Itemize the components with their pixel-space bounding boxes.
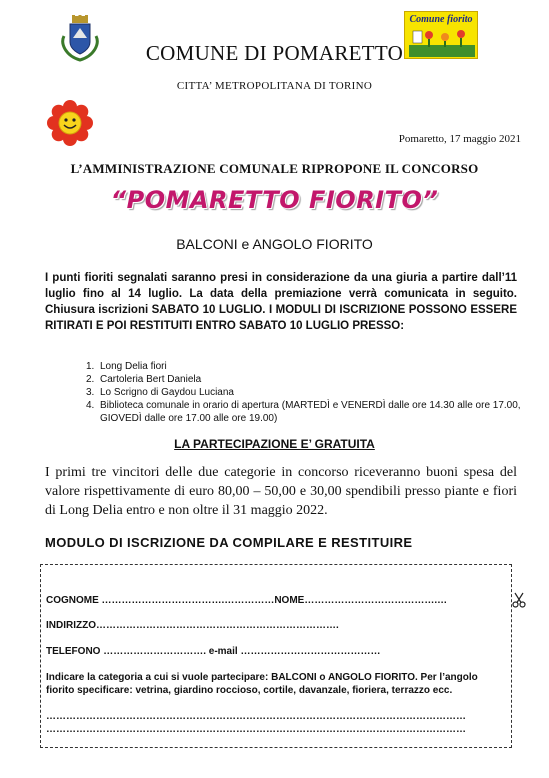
page-subtitle: CITTA’ METROPOLITANA DI TORINO — [176, 80, 373, 92]
surname-name-field[interactable]: COGNOME ……………………………….……………NOME………………………………….… — [46, 595, 448, 606]
contest-title: “POMARETTO FIORITO” — [110, 186, 439, 214]
smiling-flower-icon — [46, 99, 94, 147]
form-heading: MODULO DI ISCRIZIONE DA COMPILARE E RESTITUIRE — [45, 535, 413, 550]
locations-list — [86, 360, 522, 425]
prizes-paragraph: I primi tre vincitori delle due categorie in concorso riceveranno buoni spesa del valore rispettivamente di euro 80,00 – 50,00 e 30,00 spendibili presso piante e fiori di Long Delia entro e non oltre il 31 maggio 2022. — [45, 465, 517, 518]
address-field[interactable]: INDIRIZZO………………………………………………………………. — [46, 620, 339, 631]
list-item: 4. Biblioteca comunale in orario di apertura (MARTEDÌ e VENERDÌ dalle ore 14.30 alle ore 17.00, GIOVEDÌ dalle ore 17.00 alle ore 19.00) — [86, 400, 521, 424]
list-item: 3. Lo Scrigno di Gaydou Luciana — [86, 387, 234, 398]
list-item: 2. Cartoleria Bert Daniela — [86, 374, 202, 385]
announcement-heading: L’AMMINISTRAZIONE COMUNALE RIPROPONE IL CONCORSO — [70, 161, 479, 176]
dotted-line: ……………………………………………………………………………………………………………… — [46, 724, 466, 735]
scissors-icon — [512, 592, 526, 608]
date-line: Pomaretto, 17 maggio 2021 — [398, 133, 521, 145]
municipality-title: COMUNE DI POMARETTO — [145, 41, 404, 65]
free-participation-heading: LA PARTECIPAZIONE E’ GRATUITA — [174, 437, 375, 451]
categories-line: BALCONI e ANGOLO FIORITO — [176, 236, 373, 252]
dotted-line: ……………………………………………………………………………………………………………… — [46, 711, 466, 722]
phone-email-field[interactable]: TELEFONO …………………………. e-mail …………………………………… — [46, 646, 381, 657]
logo-text: Comune fiorito — [409, 14, 473, 25]
intro-paragraph: I punti fioriti segnalati saranno presi in considerazione da una giuria a partire dall’11 luglio fino al 14 luglio. La data della premiazione verrà comunicata in seguito. Chiusura iscrizioni SABATO 10 LUGLIO. I MODULI DI ISCRIZIONE POSSONO ESSERE RITIRATI E POI RESTITUITI ENTRO SABATO 10 LUGLIO PRESSO: — [45, 272, 517, 332]
category-answer-field[interactable] — [46, 710, 512, 736]
category-instructions: Indicare la categoria a cui si vuole partecipare: BALCONI o ANGOLO FIORITO. Per l’angolo fiorito specificare: vetrina, giardino roccioso, cortile, davanzale, fioriera, terrazzo ecc. — [46, 672, 478, 696]
list-item: 1. Long Delia fiori — [86, 361, 167, 372]
